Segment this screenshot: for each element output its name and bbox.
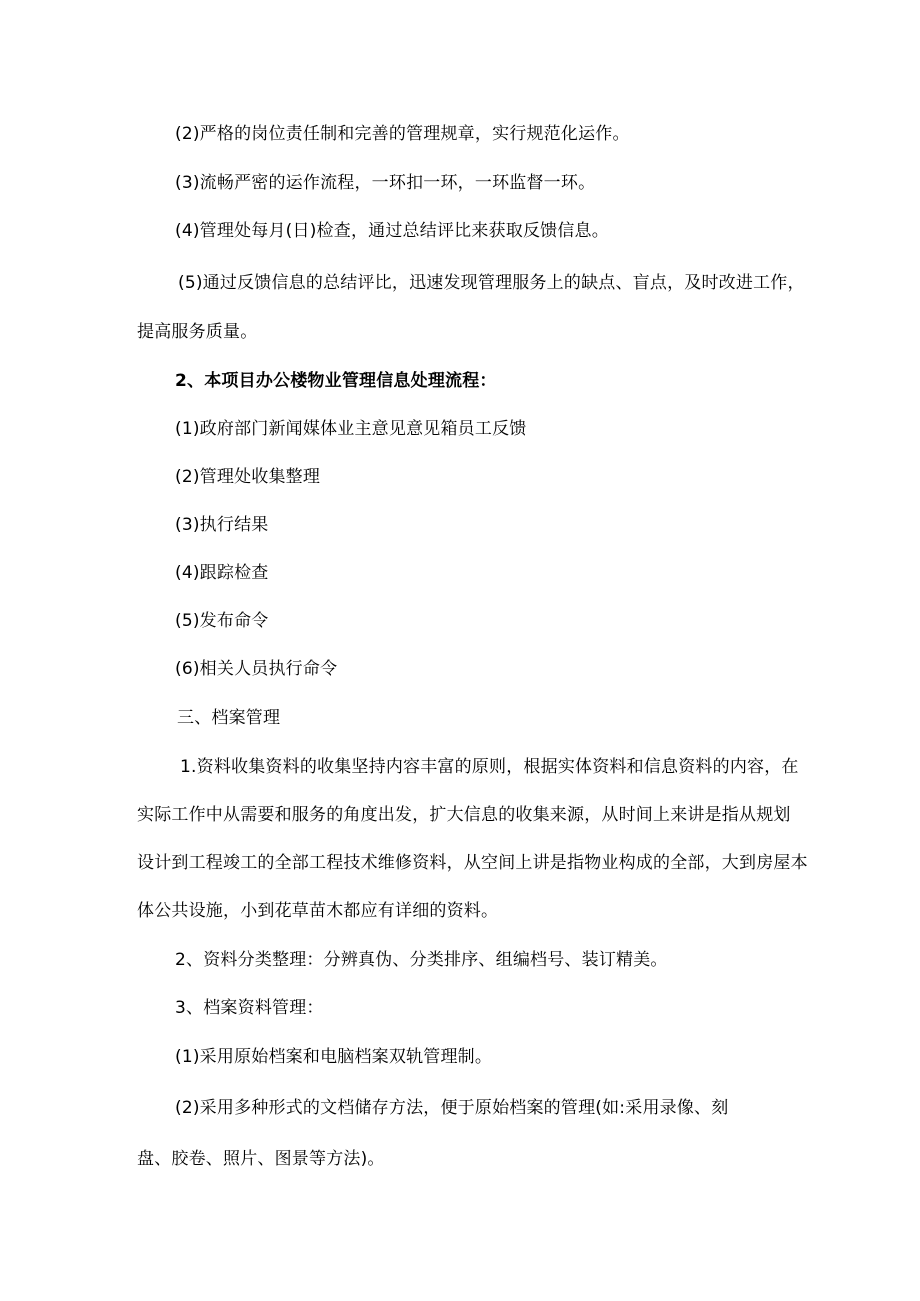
list-item-responsibility: (2)严格的岗位责任制和完善的管理规章，实行规范化运作。: [175, 124, 630, 144]
section-heading-info-process: 2、本项目办公楼物业管理信息处理流程：: [175, 371, 497, 391]
process-step-4: (4)跟踪检查: [175, 563, 269, 583]
paragraph-collection-line-1: 1.资料收集资料的收集坚持内容丰富的原则，根据实体资料和信息资料的内容，在: [180, 757, 799, 777]
section-heading-archive: 三、档案管理: [177, 708, 281, 728]
process-step-5: (5)发布命令: [175, 611, 269, 631]
list-item-feedback-line-2: 提高服务质量。: [137, 322, 258, 342]
list-item-workflow: (3)流畅严密的运作流程，一环扣一环，一环监督一环。: [175, 173, 596, 193]
list-item-feedback-line-1: (5)通过反馈信息的总结评比，迅速发现管理服务上的缺点、盲点，及时改进工作，: [178, 273, 805, 293]
paragraph-classification: 2、资料分类整理：分辨真伪、分类排序、组编档号、装订精美。: [175, 950, 668, 970]
process-step-2: (2)管理处收集整理: [175, 467, 321, 487]
paragraph-archive-management: 3、档案资料管理：: [175, 998, 324, 1018]
paragraph-collection-line-3: 设计到工程竣工的全部工程技术维修资料，从空间上讲是指物业构成的全部，大到房屋本: [137, 853, 808, 873]
archive-item-1: (1)采用原始档案和电脑档案双轨管理制。: [175, 1047, 493, 1067]
process-step-6: (6)相关人员执行命令: [175, 659, 338, 679]
paragraph-collection-line-2: 实际工作中从需要和服务的角度出发，扩大信息的收集来源，从时间上来讲是指从规划: [137, 805, 791, 825]
archive-item-2-line-1: (2)采用多种形式的文档储存方法，便于原始档案的管理(如:采用录像、刻: [175, 1098, 729, 1118]
paragraph-collection-line-4: 体公共设施，小到花草苗木都应有详细的资料。: [137, 901, 499, 921]
archive-item-2-line-2: 盘、胶卷、照片、图景等方法)。: [137, 1149, 385, 1169]
process-step-1: (1)政府部门新闻媒体业主意见意见箱员工反馈: [175, 419, 527, 439]
list-item-inspection: (4)管理处每月(日)检查，通过总结评比来获取反馈信息。: [175, 221, 609, 241]
process-step-3: (3)执行结果: [175, 515, 269, 535]
